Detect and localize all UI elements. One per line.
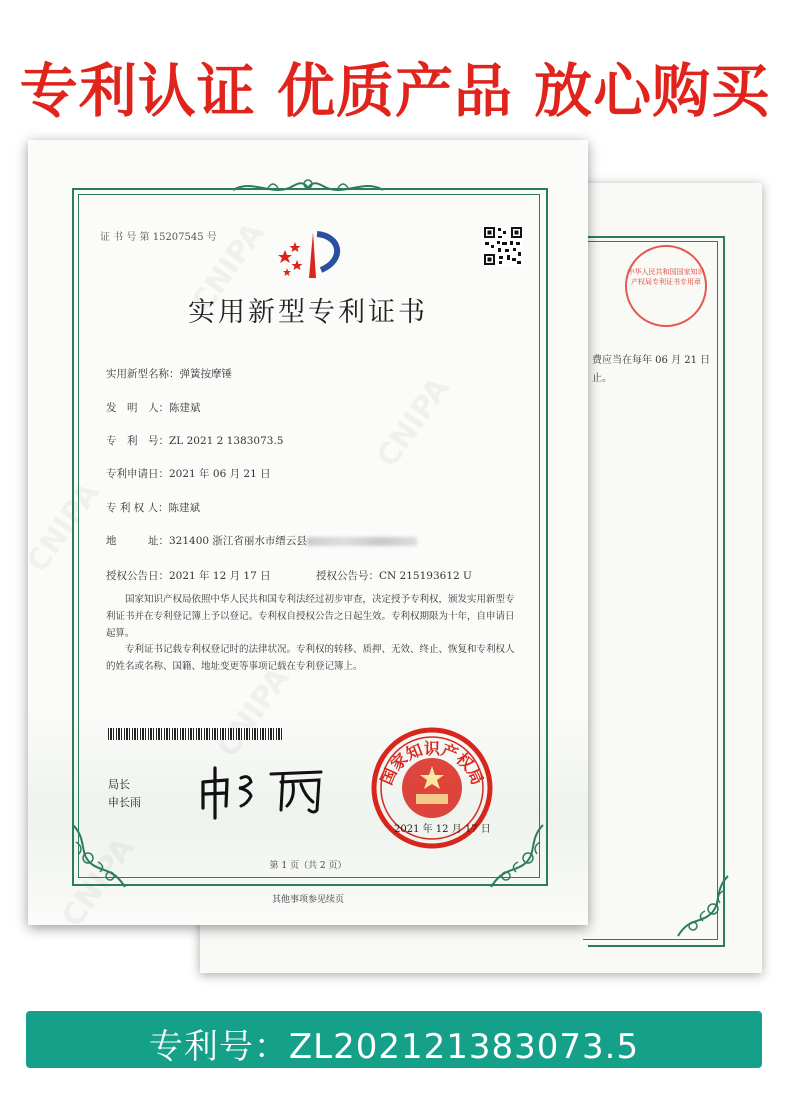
continue-note: 其他事项参见续页 bbox=[271, 895, 344, 905]
field-label: 实用新型名称： bbox=[106, 368, 180, 380]
seal-date: 2021 年 12 月 17 日 bbox=[394, 824, 491, 835]
back-page-text-line: 费应当在每年 06 月 21 日 bbox=[592, 355, 711, 366]
field-label: 授权公告号： bbox=[316, 570, 379, 582]
back-page-frame-inner bbox=[583, 241, 718, 940]
svg-text:国家知识产权局: 国家知识产权局 bbox=[376, 739, 488, 788]
back-page-text-line: 止。 bbox=[592, 373, 612, 384]
field-value: 陈建斌 bbox=[169, 402, 201, 414]
director-title: 局长 bbox=[108, 778, 130, 791]
corner-ornament-icon bbox=[673, 871, 733, 941]
corner-ornament-icon bbox=[68, 820, 130, 892]
top-ornament-icon bbox=[228, 176, 388, 200]
field-value: ZL 2021 2 1383073.5 bbox=[169, 435, 284, 447]
field-value: 321400 浙江省丽水市缙云县 bbox=[169, 535, 307, 547]
field-label: 授权公告日： bbox=[106, 570, 169, 582]
certificate-front-page bbox=[28, 140, 588, 925]
field-label: 专 利 权 人： bbox=[106, 502, 169, 514]
field-patent-number bbox=[106, 433, 283, 448]
field-patentee bbox=[106, 500, 200, 515]
field-label: 发 明 人： bbox=[106, 402, 169, 414]
barcode bbox=[108, 728, 283, 740]
field-label: 专利申请日： bbox=[106, 468, 169, 480]
corner-ornament-icon bbox=[486, 820, 548, 892]
field-value: 2021 年 12 月 17 日 bbox=[169, 570, 271, 582]
field-grant-number bbox=[316, 568, 472, 583]
director-signature bbox=[193, 760, 333, 820]
patent-number-banner-text: 专利号：ZL202121383073.5 bbox=[148, 1027, 640, 1067]
director-name: 申长雨 bbox=[108, 796, 141, 809]
back-page-stamp bbox=[625, 245, 707, 327]
back-stamp-text: 中华人民共和国国家知识产权局专利证书专用章 bbox=[627, 268, 705, 286]
patent-number-banner bbox=[26, 1011, 762, 1068]
field-inventor bbox=[106, 400, 201, 415]
field-value: 陈建斌 bbox=[168, 502, 201, 514]
cnipa-logo-icon bbox=[273, 228, 353, 280]
field-utility-model-name bbox=[106, 366, 232, 381]
field-value: 2021 年 06 月 21 日 bbox=[169, 468, 271, 480]
field-label: 地 址： bbox=[106, 535, 169, 547]
qr-code-icon bbox=[483, 226, 523, 266]
certificate-title: 实用新型专利证书 bbox=[188, 297, 428, 328]
certificate-number: 证 书 号 第 15207545 号 bbox=[100, 232, 217, 243]
field-application-date bbox=[106, 466, 271, 481]
field-value: CN 215193612 U bbox=[379, 570, 472, 582]
redacted-address bbox=[307, 537, 417, 546]
field-label: 专 利 号： bbox=[106, 435, 169, 447]
field-value: 弹簧按摩锤 bbox=[179, 368, 232, 380]
field-grant-date bbox=[106, 568, 271, 583]
certificate-paragraph: 专利证书记载专利权登记时的法律状况。专利权的转移、质押、无效、终止、恢复和专利权人的姓名或名称、国籍、地址变更等事项记载在专利登记簿上。 bbox=[106, 644, 515, 672]
certificate-paragraph: 国家知识产权局依照中华人民共和国专利法经过初步审查，决定授予专利权，颁发实用新型专利证书并在专利登记簿上予以登记。专利权自授权公告之日起生效。专利权期限为十年，自申请日起算。 bbox=[106, 594, 515, 639]
promo-headline: 专利认证 优质产品 放心购买 bbox=[19, 57, 771, 125]
field-address bbox=[106, 533, 417, 548]
page-number: 第 1 页（共 2 页） bbox=[269, 861, 347, 871]
